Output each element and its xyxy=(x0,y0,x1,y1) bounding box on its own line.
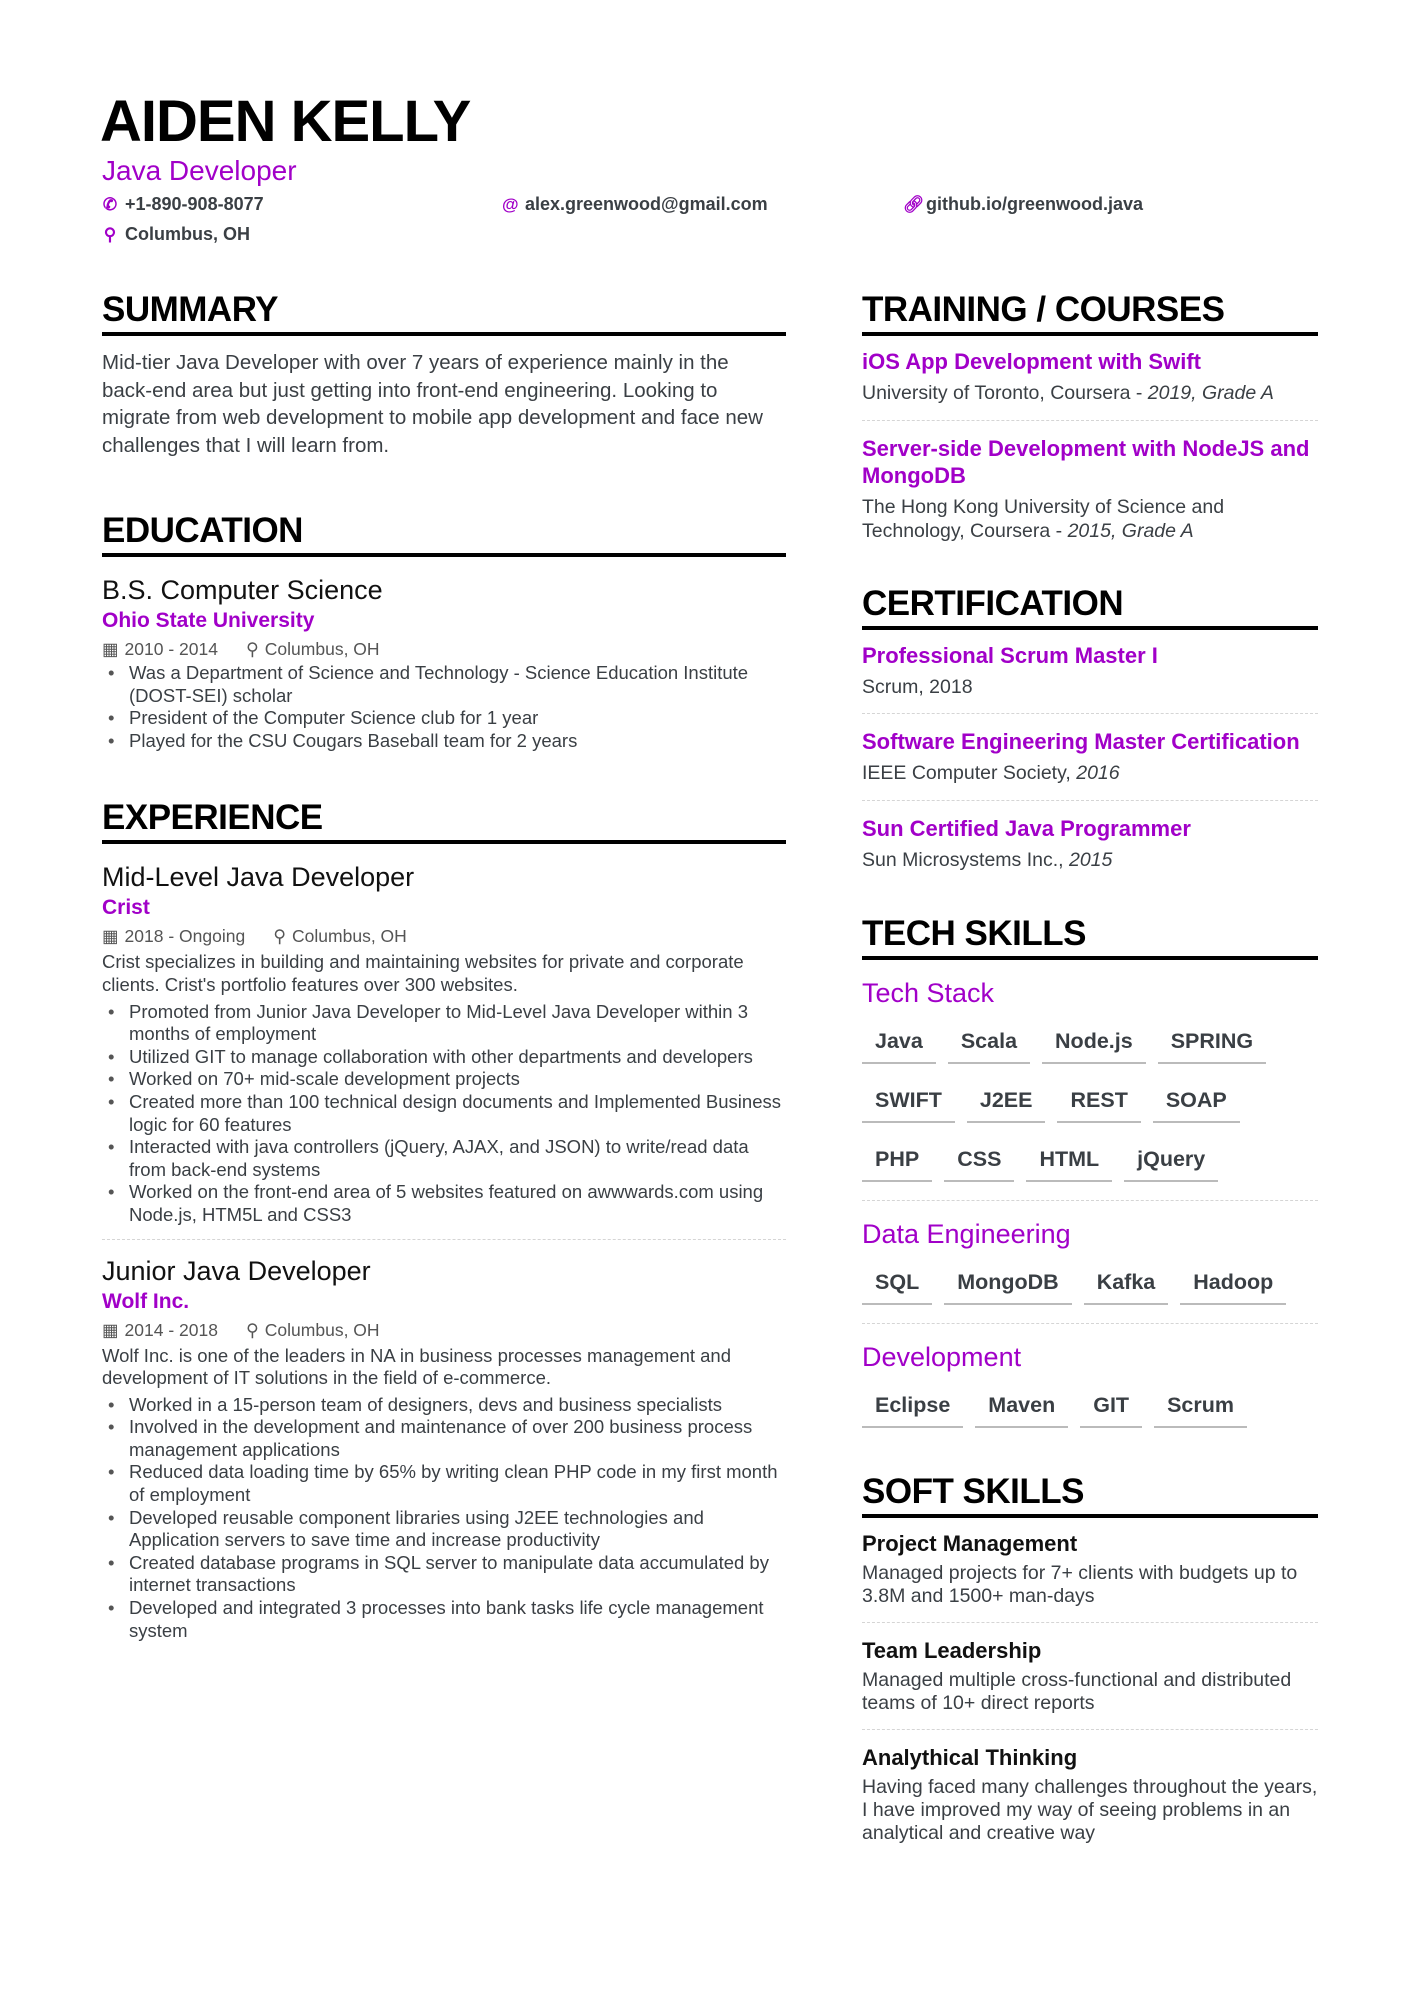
experience-heading: EXPERIENCE xyxy=(102,798,786,844)
skill-tag: Scrum xyxy=(1154,1392,1247,1428)
education-bullet: • Was a Department of Science and Technology - Science Education Institute (DOST-SEI) scholar xyxy=(102,662,786,707)
education-bullets xyxy=(102,662,786,752)
link-icon: 🔗︎ xyxy=(903,194,925,214)
candidate-name: AIDEN KELLY xyxy=(100,89,471,154)
training-title: Server-side Development with NodeJS and MongoDB xyxy=(862,435,1310,488)
job-bullet: • Developed and integrated 3 processes into bank tasks life cycle management system xyxy=(102,1597,786,1642)
contact-location xyxy=(102,224,250,245)
skill-tag: Scala xyxy=(948,1028,1030,1064)
skill-tag: GIT xyxy=(1080,1392,1142,1428)
divider xyxy=(862,800,1318,801)
skill-category: Development xyxy=(862,1342,1022,1372)
experience-list xyxy=(102,860,786,1642)
job-bullet: • Utilized GIT to manage collaboration with other departments and developers xyxy=(102,1046,786,1069)
phone-text: +1-890-908-8077 xyxy=(125,194,264,214)
skill-tag: Eclipse xyxy=(862,1392,963,1428)
skill-category: Tech Stack xyxy=(862,978,995,1008)
job-location: Columbus, OH xyxy=(292,926,407,947)
divider xyxy=(862,1622,1318,1623)
company: Crist xyxy=(102,896,150,920)
phone-icon: ✆ xyxy=(102,194,118,214)
training-detail xyxy=(862,495,1318,544)
soft-skills-list xyxy=(862,1530,1318,1845)
map-pin-icon: ⚲ xyxy=(245,639,259,659)
skill-tags xyxy=(862,1269,1318,1305)
certification-detail xyxy=(862,675,1318,700)
skill-tag: REST xyxy=(1057,1087,1140,1123)
job-bullet: • Developed reusable component libraries using J2EE technologies and Application servers to save time and increase productivity xyxy=(102,1507,786,1552)
job-bullet: • Interacted with java controllers (jQuery, AJAX, and JSON) to write/read data from back-end systems xyxy=(102,1136,786,1181)
certification-heading: CERTIFICATION xyxy=(862,584,1318,630)
right-column xyxy=(862,290,1318,1845)
job-bullet: • Created more than 100 technical design documents and Implemented Business logic for 60 features xyxy=(102,1091,786,1136)
job-bullet: • Created database programs in SQL server to manipulate data accumulated by internet transactions xyxy=(102,1552,786,1597)
job-dates: 2014 - 2018 xyxy=(124,1319,218,1340)
soft-skill-text: Having faced many challenges throughout the years, I have improved my way of seeing problems in an analytical and creative way xyxy=(862,1776,1318,1844)
skill-tag: Maven xyxy=(975,1392,1068,1428)
job-bullet: • Reduced data loading time by 65% by writing clean PHP code in my first month of employment xyxy=(102,1461,786,1506)
certification-org: IEEE Computer Society, xyxy=(862,762,1077,784)
divider xyxy=(862,713,1318,714)
skill-tag: Java xyxy=(862,1028,936,1064)
certification-org: Sun Microsystems Inc., xyxy=(862,848,1069,871)
certification-date: 2015 xyxy=(1068,848,1113,871)
soft-skill-title: Project Management xyxy=(862,1531,1078,1556)
job-location: Columbus, OH xyxy=(264,1319,380,1340)
soft-skill-text: Managed projects for 7+ clients with budgets up to 3.8M and 1500+ man-days xyxy=(862,1562,1298,1607)
training-date: 2015, Grade A xyxy=(1067,520,1194,542)
divider xyxy=(862,1323,1318,1324)
summary-text: Mid-tier Java Developer with over 7 years of experience mainly in the back-end area but just getting into front-end engineering. Looking to migrate from web development to mobile app development and face new challenges that I will learn from. xyxy=(102,351,763,457)
certification-detail xyxy=(862,848,1318,873)
training-title: iOS App Development with Swift xyxy=(862,349,1201,374)
certification-title: Software Engineering Master Certification xyxy=(862,729,1300,754)
soft-skill-text: Managed multiple cross-functional and distributed teams of 10+ direct reports xyxy=(862,1669,1292,1714)
degree: B.S. Computer Science xyxy=(102,575,383,605)
left-column xyxy=(102,290,786,1642)
certification-date: 2016 xyxy=(1076,762,1120,784)
education-location: Columbus, OH xyxy=(264,639,380,659)
training-org: University of Toronto, Coursera - xyxy=(862,382,1148,404)
training-list xyxy=(862,348,1318,544)
soft-skill-title: Analythical Thinking xyxy=(862,1745,1078,1770)
job-bullets xyxy=(102,1001,786,1227)
location-text: Columbus, OH xyxy=(125,224,250,244)
education-dates: 2010 - 2014 xyxy=(124,639,218,659)
skill-tag: SQL xyxy=(862,1269,932,1305)
contact-link[interactable] xyxy=(903,194,1143,215)
education-heading: EDUCATION xyxy=(102,511,786,557)
summary-heading: SUMMARY xyxy=(102,290,786,336)
skill-tags xyxy=(862,1392,1318,1428)
contact-email[interactable] xyxy=(502,194,768,215)
divider xyxy=(862,1729,1318,1730)
job-description: Crist specializes in building and maintaining websites for private and corporate clients. Crist's portfolio features over 300 websites. xyxy=(102,951,744,995)
map-pin-icon: ⚲ xyxy=(103,224,117,244)
job-bullets xyxy=(102,1394,786,1643)
github-link[interactable]: github.io/greenwood.java xyxy=(926,194,1144,214)
at-icon: @ xyxy=(502,194,519,214)
divider xyxy=(102,1239,786,1240)
school: Ohio State University xyxy=(102,609,315,632)
job-title: Mid-Level Java Developer xyxy=(102,862,415,893)
certification-title: Sun Certified Java Programmer xyxy=(862,815,1191,841)
divider xyxy=(862,420,1318,421)
certification-org: Scrum, 2018 xyxy=(862,675,973,698)
training-detail xyxy=(862,381,1318,406)
map-pin-icon: ⚲ xyxy=(273,926,287,947)
skill-tag: J2EE xyxy=(967,1087,1046,1123)
tech-skills-heading: TECH SKILLS xyxy=(862,914,1318,960)
job-bullet: • Involved in the development and maintenance of over 200 business process management applications xyxy=(102,1416,786,1461)
skill-tag: Hadoop xyxy=(1180,1269,1286,1305)
education-bullet: • Played for the CSU Cougars Baseball team for 2 years xyxy=(102,730,786,753)
job-bullet: • Worked on 70+ mid-scale development projects xyxy=(102,1068,786,1091)
tech-skills-groups xyxy=(862,976,1318,1428)
map-pin-icon: ⚲ xyxy=(245,1319,259,1340)
skill-tag: SOAP xyxy=(1153,1087,1240,1123)
soft-skills-heading: SOFT SKILLS xyxy=(862,1472,1318,1518)
candidate-title: Java Developer xyxy=(102,155,297,186)
job-bullet: • Worked in a 15-person team of designers, devs and business specialists xyxy=(102,1394,786,1417)
soft-skill-title: Team Leadership xyxy=(862,1638,1042,1663)
job-description: Wolf Inc. is one of the leaders in NA in business processes management and development of IT solutions in the field of e-commerce. xyxy=(102,1344,732,1389)
skill-tag: MongoDB xyxy=(944,1269,1072,1305)
job-title: Junior Java Developer xyxy=(102,1255,371,1286)
skill-tag: SPRING xyxy=(1158,1028,1266,1064)
certification-detail xyxy=(862,761,1318,786)
calendar-icon: ▦ xyxy=(102,639,119,659)
skill-tag: SWIFT xyxy=(862,1087,955,1123)
calendar-icon: ▦ xyxy=(102,1319,119,1340)
email-link[interactable]: alex.greenwood@gmail.com xyxy=(525,194,768,214)
job-meta xyxy=(102,1320,786,1341)
skill-tags xyxy=(862,1028,1318,1182)
skill-tag: Kafka xyxy=(1084,1269,1169,1305)
skill-tag: jQuery xyxy=(1124,1146,1218,1182)
training-heading: TRAINING / COURSES xyxy=(862,290,1318,336)
skill-tag: HTML xyxy=(1026,1146,1112,1182)
job-bullet: • Worked on the front-end area of 5 websites featured on awwwards.com using Node.js, HTM5L and CSS3 xyxy=(102,1181,786,1226)
skill-tag: Node.js xyxy=(1042,1028,1146,1064)
company: Wolf Inc. xyxy=(102,1289,190,1313)
job-meta xyxy=(102,926,786,947)
training-date: 2019, Grade A xyxy=(1147,382,1274,404)
job-dates: 2018 - Ongoing xyxy=(124,926,246,947)
education-bullet: • President of the Computer Science club for 1 year xyxy=(102,707,786,730)
skill-tag: CSS xyxy=(944,1146,1014,1182)
certification-list xyxy=(862,642,1318,873)
skill-tag: PHP xyxy=(862,1146,932,1182)
job-bullet: • Promoted from Junior Java Developer to Mid-Level Java Developer within 3 months of employment xyxy=(102,1001,786,1046)
calendar-icon: ▦ xyxy=(102,926,119,947)
divider xyxy=(862,1200,1318,1201)
training-org: The Hong Kong University of Science and Technology, Coursera - xyxy=(862,495,1225,542)
education-meta xyxy=(102,639,786,660)
contact-phone xyxy=(102,194,264,215)
certification-title: Professional Scrum Master I xyxy=(862,642,1158,668)
skill-category: Data Engineering xyxy=(862,1219,1071,1249)
